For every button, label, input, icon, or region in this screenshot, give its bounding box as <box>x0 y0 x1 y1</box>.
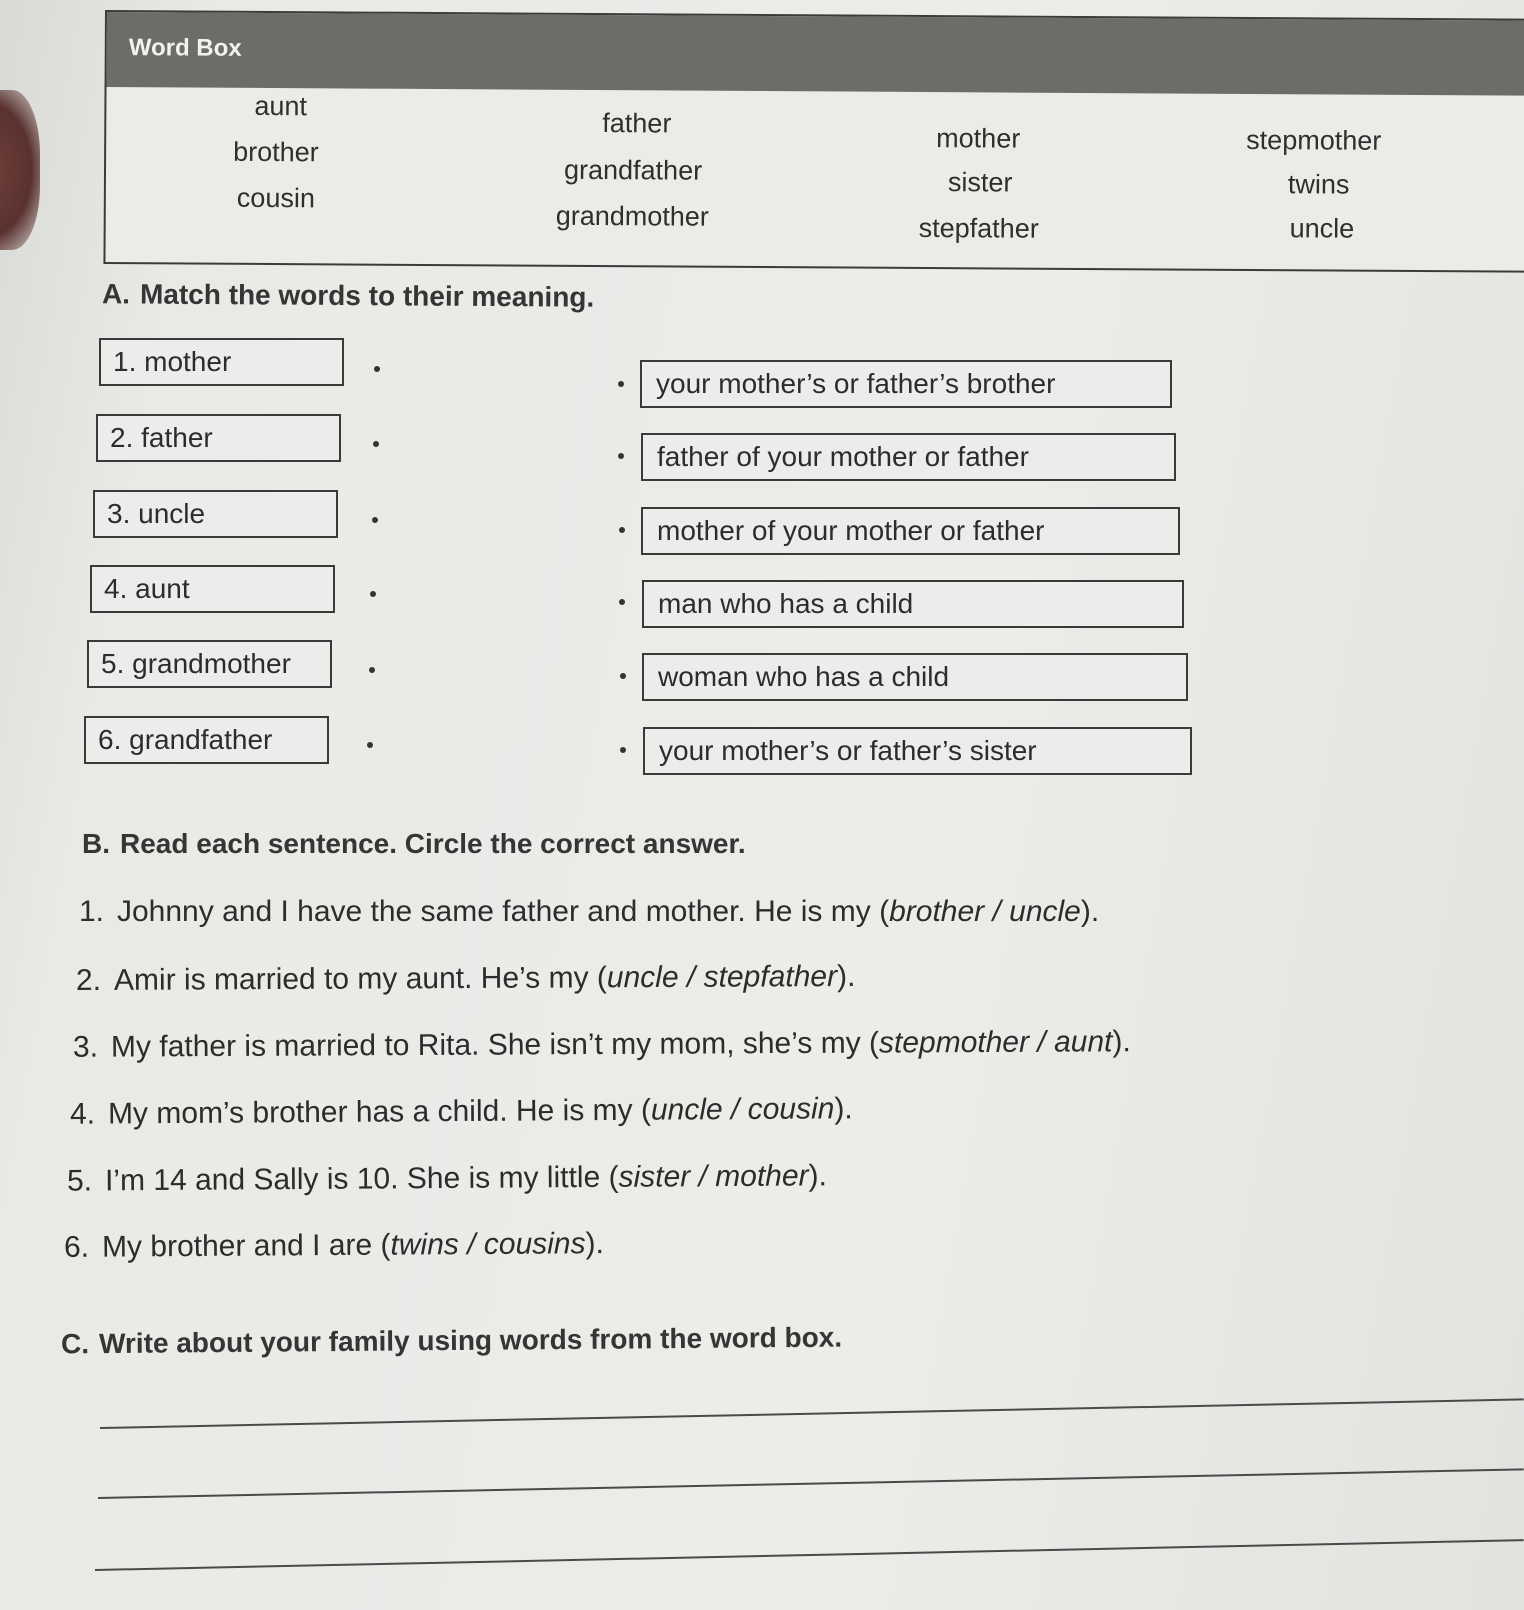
word-stepfather: stepfather <box>918 212 1039 244</box>
word-uncle: uncle <box>1289 213 1355 244</box>
sentence-3-end: ). <box>1112 1025 1131 1059</box>
term-dot-3[interactable] <box>372 517 378 523</box>
sentence-6-choices[interactable]: twins / cousins <box>390 1227 586 1262</box>
def-box-6: your mother’s or father’s sister <box>643 727 1192 775</box>
thumb-shadow <box>0 90 40 250</box>
sentence-5-text: I’m 14 and Sally is 10. She is my little ( <box>104 1160 619 1198</box>
def-box-1: your mother’s or father’s brother <box>640 360 1172 408</box>
def-dot-6[interactable] <box>620 747 626 753</box>
sentence-4-text: My mom’s brother has a child. He is my ( <box>107 1093 652 1131</box>
word-father: father <box>602 108 672 139</box>
sentence-5 <box>67 1159 827 1198</box>
def-box-3: mother of your mother or father <box>641 507 1180 555</box>
sentence-1-choices[interactable]: brother / uncle <box>889 895 1081 928</box>
sentence-2-choices[interactable]: uncle / stepfather <box>606 960 838 995</box>
sentence-3-choices[interactable]: stepmother / aunt <box>878 1025 1113 1060</box>
sentence-2 <box>76 960 856 998</box>
sentence-3 <box>73 1025 1131 1065</box>
writing-line-3[interactable] <box>95 1539 1524 1571</box>
sentence-1 <box>79 895 1099 929</box>
sentence-6-text: My brother and I are ( <box>101 1228 391 1264</box>
word-box-header <box>107 12 1524 96</box>
section-c-instruction: Write about your family using words from the word box. <box>98 1321 843 1360</box>
def-dot-5[interactable] <box>620 673 626 679</box>
sentence-4-number: 4. <box>69 1097 96 1131</box>
sentence-3-number: 3. <box>72 1030 99 1064</box>
sentence-3-text: My father is married to Rita. She isn’t my mom, she’s my ( <box>110 1026 880 1064</box>
word-box <box>103 10 1524 273</box>
section-a-heading <box>102 278 594 313</box>
word-brother: brother <box>233 136 319 168</box>
def-dot-4[interactable] <box>619 599 625 605</box>
section-c-letter: C. <box>60 1328 90 1360</box>
term-box-3: 3. uncle <box>93 490 338 538</box>
def-box-2: father of your mother or father <box>641 433 1176 481</box>
section-c-heading <box>61 1322 842 1361</box>
word-grandmother: grandmother <box>555 200 709 232</box>
section-a-letter: A. <box>101 278 131 310</box>
writing-line-2[interactable] <box>98 1468 1524 1499</box>
def-dot-1[interactable] <box>618 381 624 387</box>
sentence-2-number: 2. <box>75 963 102 998</box>
sentence-1-end: ). <box>1080 895 1100 928</box>
term-dot-4[interactable] <box>370 591 376 597</box>
word-stepmother: stepmother <box>1246 124 1382 156</box>
sentence-5-end: ). <box>808 1159 828 1193</box>
term-dot-5[interactable] <box>369 667 375 673</box>
section-b-instruction: Read each sentence. Circle the correct answer. <box>120 828 746 859</box>
def-dot-3[interactable] <box>619 527 625 533</box>
sentence-4 <box>70 1092 853 1131</box>
sentence-1-number: 1. <box>79 895 105 928</box>
term-box-6: 6. grandfather <box>84 716 329 764</box>
section-b-heading <box>82 828 746 860</box>
term-box-2: 2. father <box>96 414 341 462</box>
sentence-2-end: ). <box>836 959 856 994</box>
section-b-letter: B. <box>82 828 110 859</box>
sentence-4-choices[interactable]: uncle / cousin <box>650 1092 835 1127</box>
term-dot-1[interactable] <box>374 366 380 372</box>
word-cousin: cousin <box>236 182 315 214</box>
sentence-6-end: ). <box>585 1227 604 1261</box>
word-grandfather: grandfather <box>563 154 703 186</box>
sentence-6 <box>64 1227 604 1265</box>
word-sister: sister <box>947 167 1013 198</box>
sentence-1-text: Johnny and I have the same father and mother. He is my ( <box>117 895 890 928</box>
word-box-title: Word Box <box>128 34 242 62</box>
sentence-5-number: 5. <box>66 1164 93 1198</box>
sentence-4-end: ). <box>834 1092 853 1126</box>
def-box-5: woman who has a child <box>642 653 1188 701</box>
term-box-1: 1. mother <box>99 338 344 386</box>
def-box-4: man who has a child <box>642 580 1184 628</box>
section-a-instruction: Match the words to their meaning. <box>139 278 595 313</box>
term-dot-2[interactable] <box>373 441 379 447</box>
term-dot-6[interactable] <box>367 742 373 748</box>
word-twins: twins <box>1287 169 1350 200</box>
def-dot-2[interactable] <box>618 453 624 459</box>
term-box-4: 4. aunt <box>90 565 335 613</box>
word-mother: mother <box>936 123 1021 154</box>
term-box-5: 5. grandmother <box>87 640 332 688</box>
word-aunt: aunt <box>254 90 308 122</box>
sentence-2-text: Amir is married to my aunt. He’s my ( <box>113 961 607 997</box>
sentence-5-choices[interactable]: sister / mother <box>618 1159 809 1194</box>
writing-line-1[interactable] <box>100 1398 1524 1429</box>
sentence-6-number: 6. <box>63 1230 90 1264</box>
